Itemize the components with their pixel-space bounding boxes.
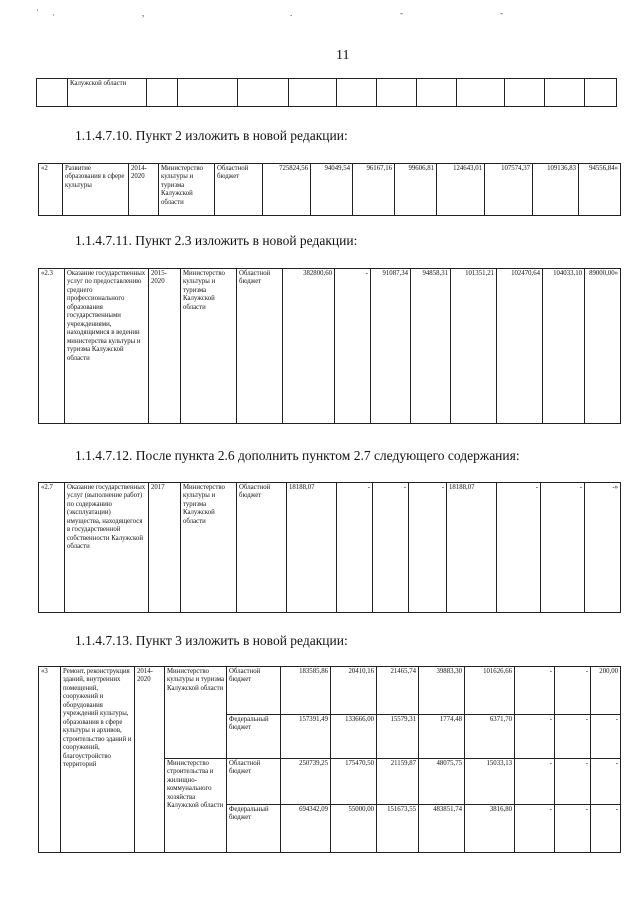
value-cell: 124643,01 xyxy=(437,164,485,216)
scan-speck: ˙ xyxy=(36,8,39,18)
value-cell: 6371,70 xyxy=(465,715,515,759)
value-cell: - xyxy=(497,483,541,613)
value-cell: 96167,16 xyxy=(353,164,395,216)
value-cell: 694342,09 xyxy=(281,805,331,853)
value-cell: - xyxy=(555,759,591,805)
value-cell: - xyxy=(337,483,373,613)
value-cell: 109136,83 xyxy=(533,164,579,216)
table-fragment xyxy=(36,78,617,107)
value-cell: - xyxy=(555,667,591,715)
value-cell: - xyxy=(515,805,555,853)
item-years: 2017 xyxy=(149,483,181,613)
value-cell: 21465,74 xyxy=(377,667,419,715)
amendment-heading: 1.1.4.7.10. Пункт 2 изложить в новой редакции: xyxy=(75,128,348,143)
table-cell xyxy=(289,79,337,107)
value-cell: - xyxy=(555,715,591,759)
value-cell: 133666,00 xyxy=(331,715,377,759)
table-item-3 xyxy=(38,666,621,853)
table-cell xyxy=(377,79,417,107)
page-number: 11 xyxy=(336,48,350,63)
value-cell: 39883,30 xyxy=(419,667,465,715)
value-cell: 48075,75 xyxy=(419,759,465,805)
value-cell: 250739,25 xyxy=(281,759,331,805)
value-cell: 3816,80 xyxy=(465,805,515,853)
item-source: Областной бюджет xyxy=(215,164,263,216)
item-executor: Министерство культуры и туризма Калужской области xyxy=(159,164,215,216)
value-cell: 101626,66 xyxy=(465,667,515,715)
item-source: Федеральный бюджет xyxy=(227,715,281,759)
value-cell: - xyxy=(373,483,409,613)
item-source: Областной бюджет xyxy=(237,483,287,613)
table-cell xyxy=(178,79,238,107)
table-cell xyxy=(545,79,585,107)
value-cell: 107574,37 xyxy=(485,164,533,216)
table-cell xyxy=(147,79,178,107)
row-number: «2 xyxy=(39,164,63,216)
value-cell: - xyxy=(515,715,555,759)
value-cell: - xyxy=(515,759,555,805)
item-executor: Министерство культуры и туризма Калужской области xyxy=(181,483,237,613)
value-cell: 15033,13 xyxy=(465,759,515,805)
scan-speck: . xyxy=(290,8,293,18)
value-cell: 382800,60 xyxy=(283,269,335,424)
scan-speck: , xyxy=(142,8,145,18)
value-cell: - xyxy=(591,759,621,805)
table-item-2 xyxy=(38,163,621,216)
amendment-heading: 1.1.4.7.11. Пункт 2.3 изложить в новой редакции: xyxy=(75,233,358,248)
value-cell: 20410,16 xyxy=(331,667,377,715)
item-name: Развитие образования в сфере культуры xyxy=(63,164,129,216)
table-item-2-7 xyxy=(38,482,621,613)
table-cell xyxy=(505,79,545,107)
value-cell: 151673,55 xyxy=(377,805,419,853)
item-years: 2015-2020 xyxy=(149,269,181,424)
value-cell: - xyxy=(541,483,585,613)
value-cell: 200,00 xyxy=(591,667,621,715)
table-cell: Калужской области xyxy=(68,79,147,107)
table-cell xyxy=(37,79,68,107)
value-cell: 102470,64 xyxy=(497,269,543,424)
table-cell xyxy=(417,79,457,107)
value-cell: 55000,00 xyxy=(331,805,377,853)
item-years: 2014-2020 xyxy=(129,164,159,216)
item-executor: Министерство культуры и туризма Калужской области xyxy=(165,667,227,759)
value-cell: - xyxy=(555,805,591,853)
value-cell: 18188,07 xyxy=(447,483,497,613)
item-name: Оказание государственных услуг по предоставлению среднего профессионального образования государственными учреждениями, находящимися в ведении министерства культуры и туризма Калужской области xyxy=(65,269,149,424)
item-source: Областной бюджет xyxy=(227,759,281,805)
value-cell: 183585,86 xyxy=(281,667,331,715)
value-cell: 94858,31 xyxy=(411,269,451,424)
scan-speck: · xyxy=(52,10,55,20)
value-cell: 94049,54 xyxy=(311,164,353,216)
value-cell: 1774,48 xyxy=(419,715,465,759)
item-name: Оказание государственных услуг (выполнение работ) по содержанию (эксплуатации) имущества, находящегося в государственной собственности Калужской области xyxy=(65,483,149,613)
value-cell: 175470,50 xyxy=(331,759,377,805)
row-number: «2.3 xyxy=(39,269,65,424)
value-cell: 21159,87 xyxy=(377,759,419,805)
value-cell: 101351,21 xyxy=(451,269,497,424)
value-cell: 15579,31 xyxy=(377,715,419,759)
value-cell: 157391,49 xyxy=(281,715,331,759)
value-cell: - xyxy=(591,715,621,759)
item-executor: Министерство культуры и туризма Калужской области xyxy=(181,269,237,424)
table-cell xyxy=(457,79,505,107)
item-executor: Министерство строительства и жилищно-коммунального хозяйства Калужской области xyxy=(165,759,227,853)
table-cell xyxy=(585,79,617,107)
value-cell: 18188,07 xyxy=(287,483,337,613)
row-number: «2.7 xyxy=(39,483,65,613)
value-cell: - xyxy=(515,667,555,715)
value-cell: 725824,56 xyxy=(263,164,311,216)
row-number: «3 xyxy=(39,667,61,853)
value-cell: 94556,84» xyxy=(579,164,621,216)
scan-speck: - xyxy=(400,8,403,18)
item-source: Областной бюджет xyxy=(237,269,283,424)
value-cell: 483851,74 xyxy=(419,805,465,853)
value-cell: - xyxy=(335,269,371,424)
item-source: Федеральный бюджет xyxy=(227,805,281,853)
value-cell: - xyxy=(409,483,447,613)
scan-speck: - xyxy=(500,8,503,18)
value-cell: - xyxy=(591,805,621,853)
table-cell xyxy=(337,79,377,107)
value-cell: -» xyxy=(585,483,621,613)
table-item-2-3 xyxy=(38,268,621,424)
table-cell xyxy=(238,79,289,107)
value-cell: 99606,81 xyxy=(395,164,437,216)
amendment-heading: 1.1.4.7.13. Пункт 3 изложить в новой редакции: xyxy=(75,633,348,648)
value-cell: 104033,10 xyxy=(543,269,585,424)
item-name: Ремонт, реконструкция зданий, внутренних помещений, сооружений и оборудования учреждений культуры, образования в сфере культуры и архивов, строительство зданий и сооружений, благоустройство территорий xyxy=(61,667,135,853)
value-cell: 91087,34 xyxy=(371,269,411,424)
item-years: 2014-2020 xyxy=(135,667,165,853)
item-source: Областной бюджет xyxy=(227,667,281,715)
amendment-heading: 1.1.4.7.12. После пункта 2.6 дополнить пунктом 2.7 следующего содержания: xyxy=(75,448,520,463)
value-cell: 89000,00» xyxy=(585,269,621,424)
